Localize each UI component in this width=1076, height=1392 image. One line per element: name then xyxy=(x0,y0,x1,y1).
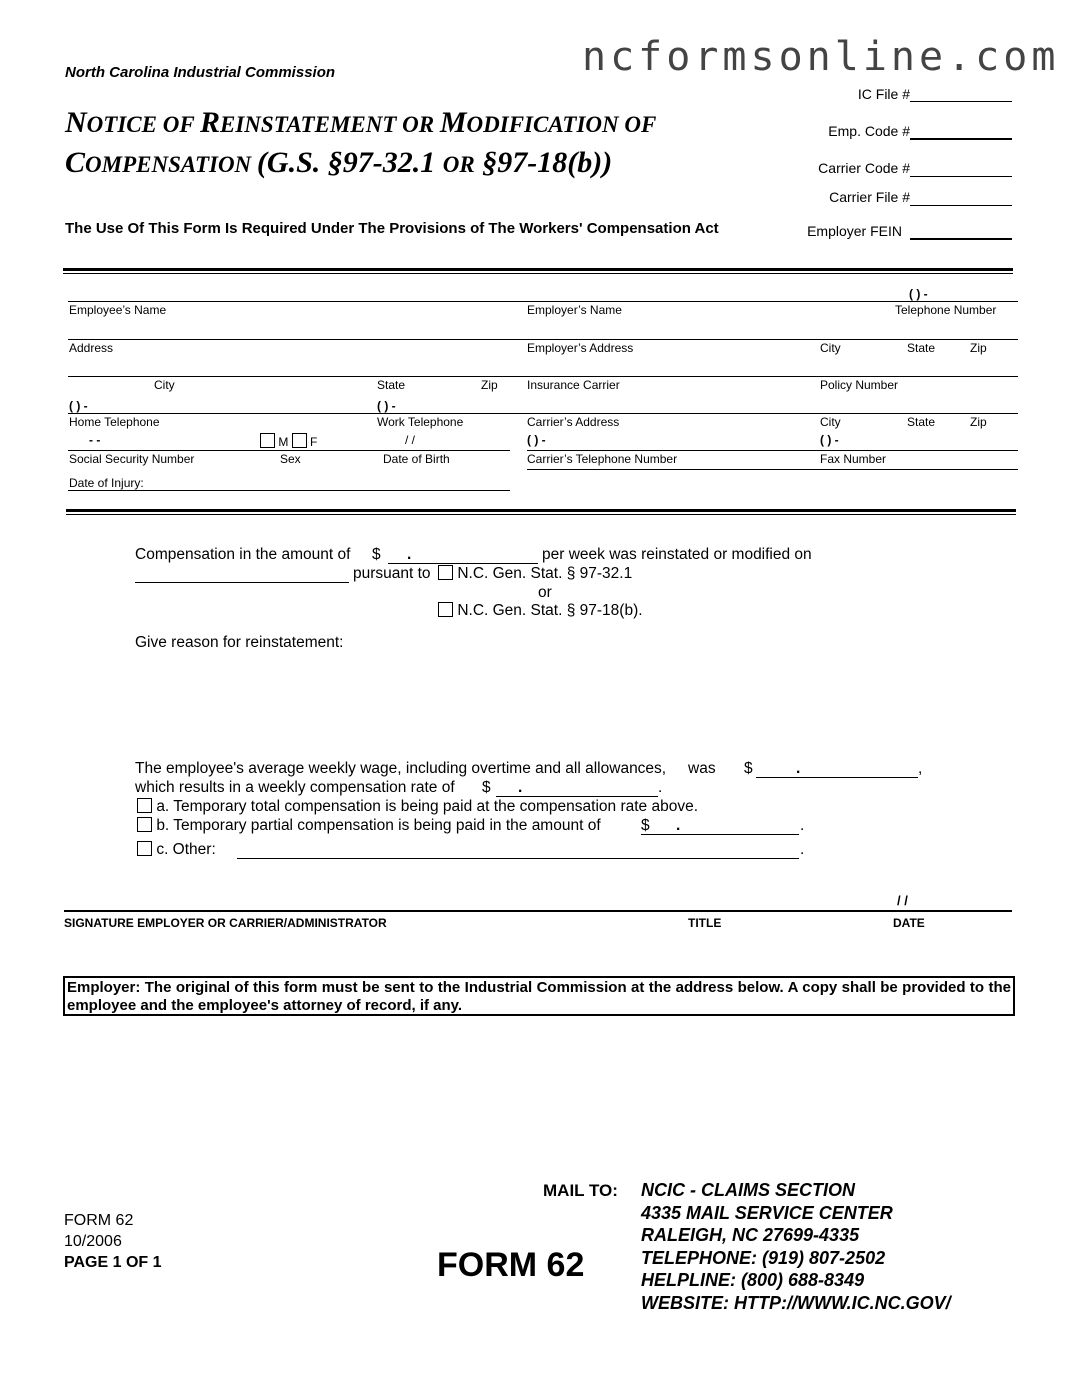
employer-phone-mask: ( ) - xyxy=(909,287,928,301)
work-telephone-label: Work Telephone xyxy=(377,415,464,429)
website-link[interactable]: WEBSITE: HTTP://WWW.IC.NC.GOV/ xyxy=(641,1292,951,1313)
rate-period: . xyxy=(658,779,663,796)
section-divider xyxy=(63,268,1013,274)
comp-dot: . xyxy=(407,546,412,563)
statute-97-18-option xyxy=(438,602,643,620)
reason-label: Give reason for reinstatement: xyxy=(135,634,344,651)
other-period: . xyxy=(800,841,805,858)
employee-city-label: City xyxy=(154,378,175,392)
address-line: TELEPHONE: (919) 807-2502 xyxy=(641,1247,886,1268)
carrier-state-label: State xyxy=(907,415,936,429)
date-label: DATE xyxy=(893,916,925,930)
employer-address-label: Employer’s Address xyxy=(527,341,634,355)
rate-dollar: $ xyxy=(482,779,491,796)
avg-wage-field[interactable] xyxy=(756,777,918,778)
option-b-checkbox[interactable] xyxy=(137,817,152,832)
form-info xyxy=(64,1210,162,1273)
comp-amount-field[interactable] xyxy=(388,563,538,564)
ssn-label: Social Security Number xyxy=(69,452,195,466)
avg-wage-was: was xyxy=(688,760,716,777)
partial-dot: . xyxy=(676,817,681,834)
form-62-big: FORM 62 xyxy=(437,1246,585,1284)
employer-fein-field[interactable] xyxy=(910,238,1012,240)
fax-number-label: Fax Number xyxy=(820,452,887,466)
sig-date-mask: / / xyxy=(897,893,908,908)
address-line: RALEIGH, NC 27699-4335 xyxy=(641,1225,860,1245)
address-line: HELPLINE: (800) 688-8349 xyxy=(641,1270,865,1290)
sex-female-checkbox[interactable] xyxy=(292,433,307,448)
other-field[interactable] xyxy=(237,858,799,859)
sex-options xyxy=(260,433,317,449)
signature-label: SIGNATURE EMPLOYER OR CARRIER/ADMINISTRATOR xyxy=(64,916,387,930)
form-number: FORM 62 xyxy=(64,1212,134,1229)
statute-97-18-checkbox[interactable] xyxy=(438,602,453,617)
rate-field[interactable] xyxy=(496,796,658,797)
option-c-checkbox[interactable] xyxy=(137,841,152,856)
sex-male-label: M xyxy=(278,435,289,449)
sex-label: Sex xyxy=(280,452,301,466)
option-a-checkbox[interactable] xyxy=(137,798,152,813)
option-a-label: a. Temporary total compensation is being paid at the compensation rate above. xyxy=(156,798,698,815)
statute-97-18-label: N.C. Gen. Stat. § 97-18(b). xyxy=(457,602,643,619)
carrier-file-field[interactable] xyxy=(910,205,1012,206)
employee-zip-label: Zip xyxy=(481,378,498,392)
partial-dollar: $ xyxy=(641,817,650,834)
carrier-file-label: Carrier File # xyxy=(829,189,910,205)
row-line xyxy=(68,301,1018,302)
insurance-carrier-label: Insurance Carrier xyxy=(527,378,620,392)
carrier-telephone-label: Carrier’s Telephone Number xyxy=(527,452,678,466)
employer-state-label: State xyxy=(907,341,936,355)
avg-wage-dot: . xyxy=(796,760,801,777)
comp-per-week-text: per week was reinstated or modified on xyxy=(542,546,812,563)
carrier-code-field[interactable] xyxy=(910,176,1012,177)
ssn-mask: - - xyxy=(89,433,101,447)
requirement-text: The Use Of This Form Is Required Under The Provisions of The Workers' Compensation Act xyxy=(65,220,719,237)
comp-dollar: $ xyxy=(372,546,381,563)
employer-notice: Employer: The original of this form must be sent to the Industrial Commission at the address below. A copy shall be provided to the employee and the employee's attorney of record, if any. xyxy=(63,976,1015,1016)
mailing-address xyxy=(641,1179,951,1314)
carrier-code-label: Carrier Code # xyxy=(818,160,910,176)
row-line xyxy=(68,413,1018,414)
avg-wage-dollar: $ xyxy=(744,760,753,777)
reason-field[interactable] xyxy=(135,656,1015,746)
ic-file-field[interactable] xyxy=(910,101,1012,102)
carrier-phone-mask: ( ) - xyxy=(527,433,546,447)
employer-zip-label: Zip xyxy=(970,341,987,355)
home-phone-mask: ( ) - xyxy=(69,399,88,413)
option-b-label: b. Temporary partial compensation is being paid in the amount of xyxy=(156,817,601,834)
rate-text: which results in a weekly compensation rate of xyxy=(135,779,455,796)
watermark: ncformsonline.com xyxy=(582,34,1060,80)
ic-file-label: IC File # xyxy=(857,86,910,102)
avg-wage-comma: , xyxy=(918,760,923,777)
address-label: Address xyxy=(69,341,114,355)
form-title: NOTICE OF REINSTATEMENT OR MODIFICATION OF COMPENSATION (G.S. §97-32.1 OR §97-18(b)) xyxy=(65,106,657,179)
dob-mask: / / xyxy=(405,433,416,447)
row-line xyxy=(68,339,1018,340)
emp-code-field[interactable] xyxy=(910,138,1012,140)
home-telephone-label: Home Telephone xyxy=(69,415,160,429)
partial-period: . xyxy=(800,817,805,834)
policy-number-label: Policy Number xyxy=(820,378,899,392)
comp-amount-text: Compensation in the amount of xyxy=(135,546,351,563)
sex-male-checkbox[interactable] xyxy=(260,433,275,448)
rate-dot: . xyxy=(518,779,523,796)
mail-to-label: MAIL TO: xyxy=(543,1181,618,1200)
avg-wage-text: The employee's average weekly wage, including overtime and all allowances, xyxy=(135,760,667,777)
employer-fein-label: Employer FEIN xyxy=(807,223,902,239)
sex-female-label: F xyxy=(310,435,318,449)
agency-name: North Carolina Industrial Commission xyxy=(65,64,336,81)
pursuant-text: pursuant to xyxy=(353,565,431,582)
form-date: 10/2006 xyxy=(64,1233,122,1250)
row-line xyxy=(68,450,510,451)
carrier-city-label: City xyxy=(820,415,841,429)
employer-city-label: City xyxy=(820,341,841,355)
employee-state-label: State xyxy=(377,378,406,392)
option-c xyxy=(137,841,216,859)
carrier-address-label: Carrier’s Address xyxy=(527,415,620,429)
option-c-label: c. Other: xyxy=(156,841,216,858)
employee-name-label: Employee’s Name xyxy=(69,303,167,317)
statute-97-32-option xyxy=(438,565,632,583)
fax-mask: ( ) - xyxy=(820,433,839,447)
statute-97-32-label: N.C. Gen. Stat. § 97-32.1 xyxy=(457,565,633,582)
comp-date-field[interactable] xyxy=(135,582,349,583)
row-line xyxy=(68,376,1018,377)
dob-label: Date of Birth xyxy=(383,452,450,466)
option-a xyxy=(137,798,698,816)
carrier-zip-label: Zip xyxy=(970,415,987,429)
section-divider xyxy=(66,509,1016,515)
page-info: PAGE 1 OF 1 xyxy=(64,1254,162,1271)
row-line xyxy=(527,450,1018,451)
work-phone-mask: ( ) - xyxy=(377,399,396,413)
date-of-injury-label: Date of Injury: xyxy=(69,476,144,490)
or-text: or xyxy=(538,584,552,601)
partial-amount-field[interactable] xyxy=(641,834,799,835)
employer-name-label: Employer’s Name xyxy=(527,303,622,317)
row-line xyxy=(527,469,1018,470)
emp-code-label: Emp. Code # xyxy=(828,123,910,139)
option-b xyxy=(137,817,601,835)
signature-line[interactable] xyxy=(64,910,1012,912)
address-line: 4335 MAIL SERVICE CENTER xyxy=(641,1202,893,1223)
date-of-injury-field[interactable] xyxy=(68,490,510,491)
telephone-number-label: Telephone Number xyxy=(895,303,997,317)
address-line: NCIC - CLAIMS SECTION xyxy=(641,1180,855,1200)
statute-97-32-checkbox[interactable] xyxy=(438,565,453,580)
title-label: TITLE xyxy=(688,916,722,930)
